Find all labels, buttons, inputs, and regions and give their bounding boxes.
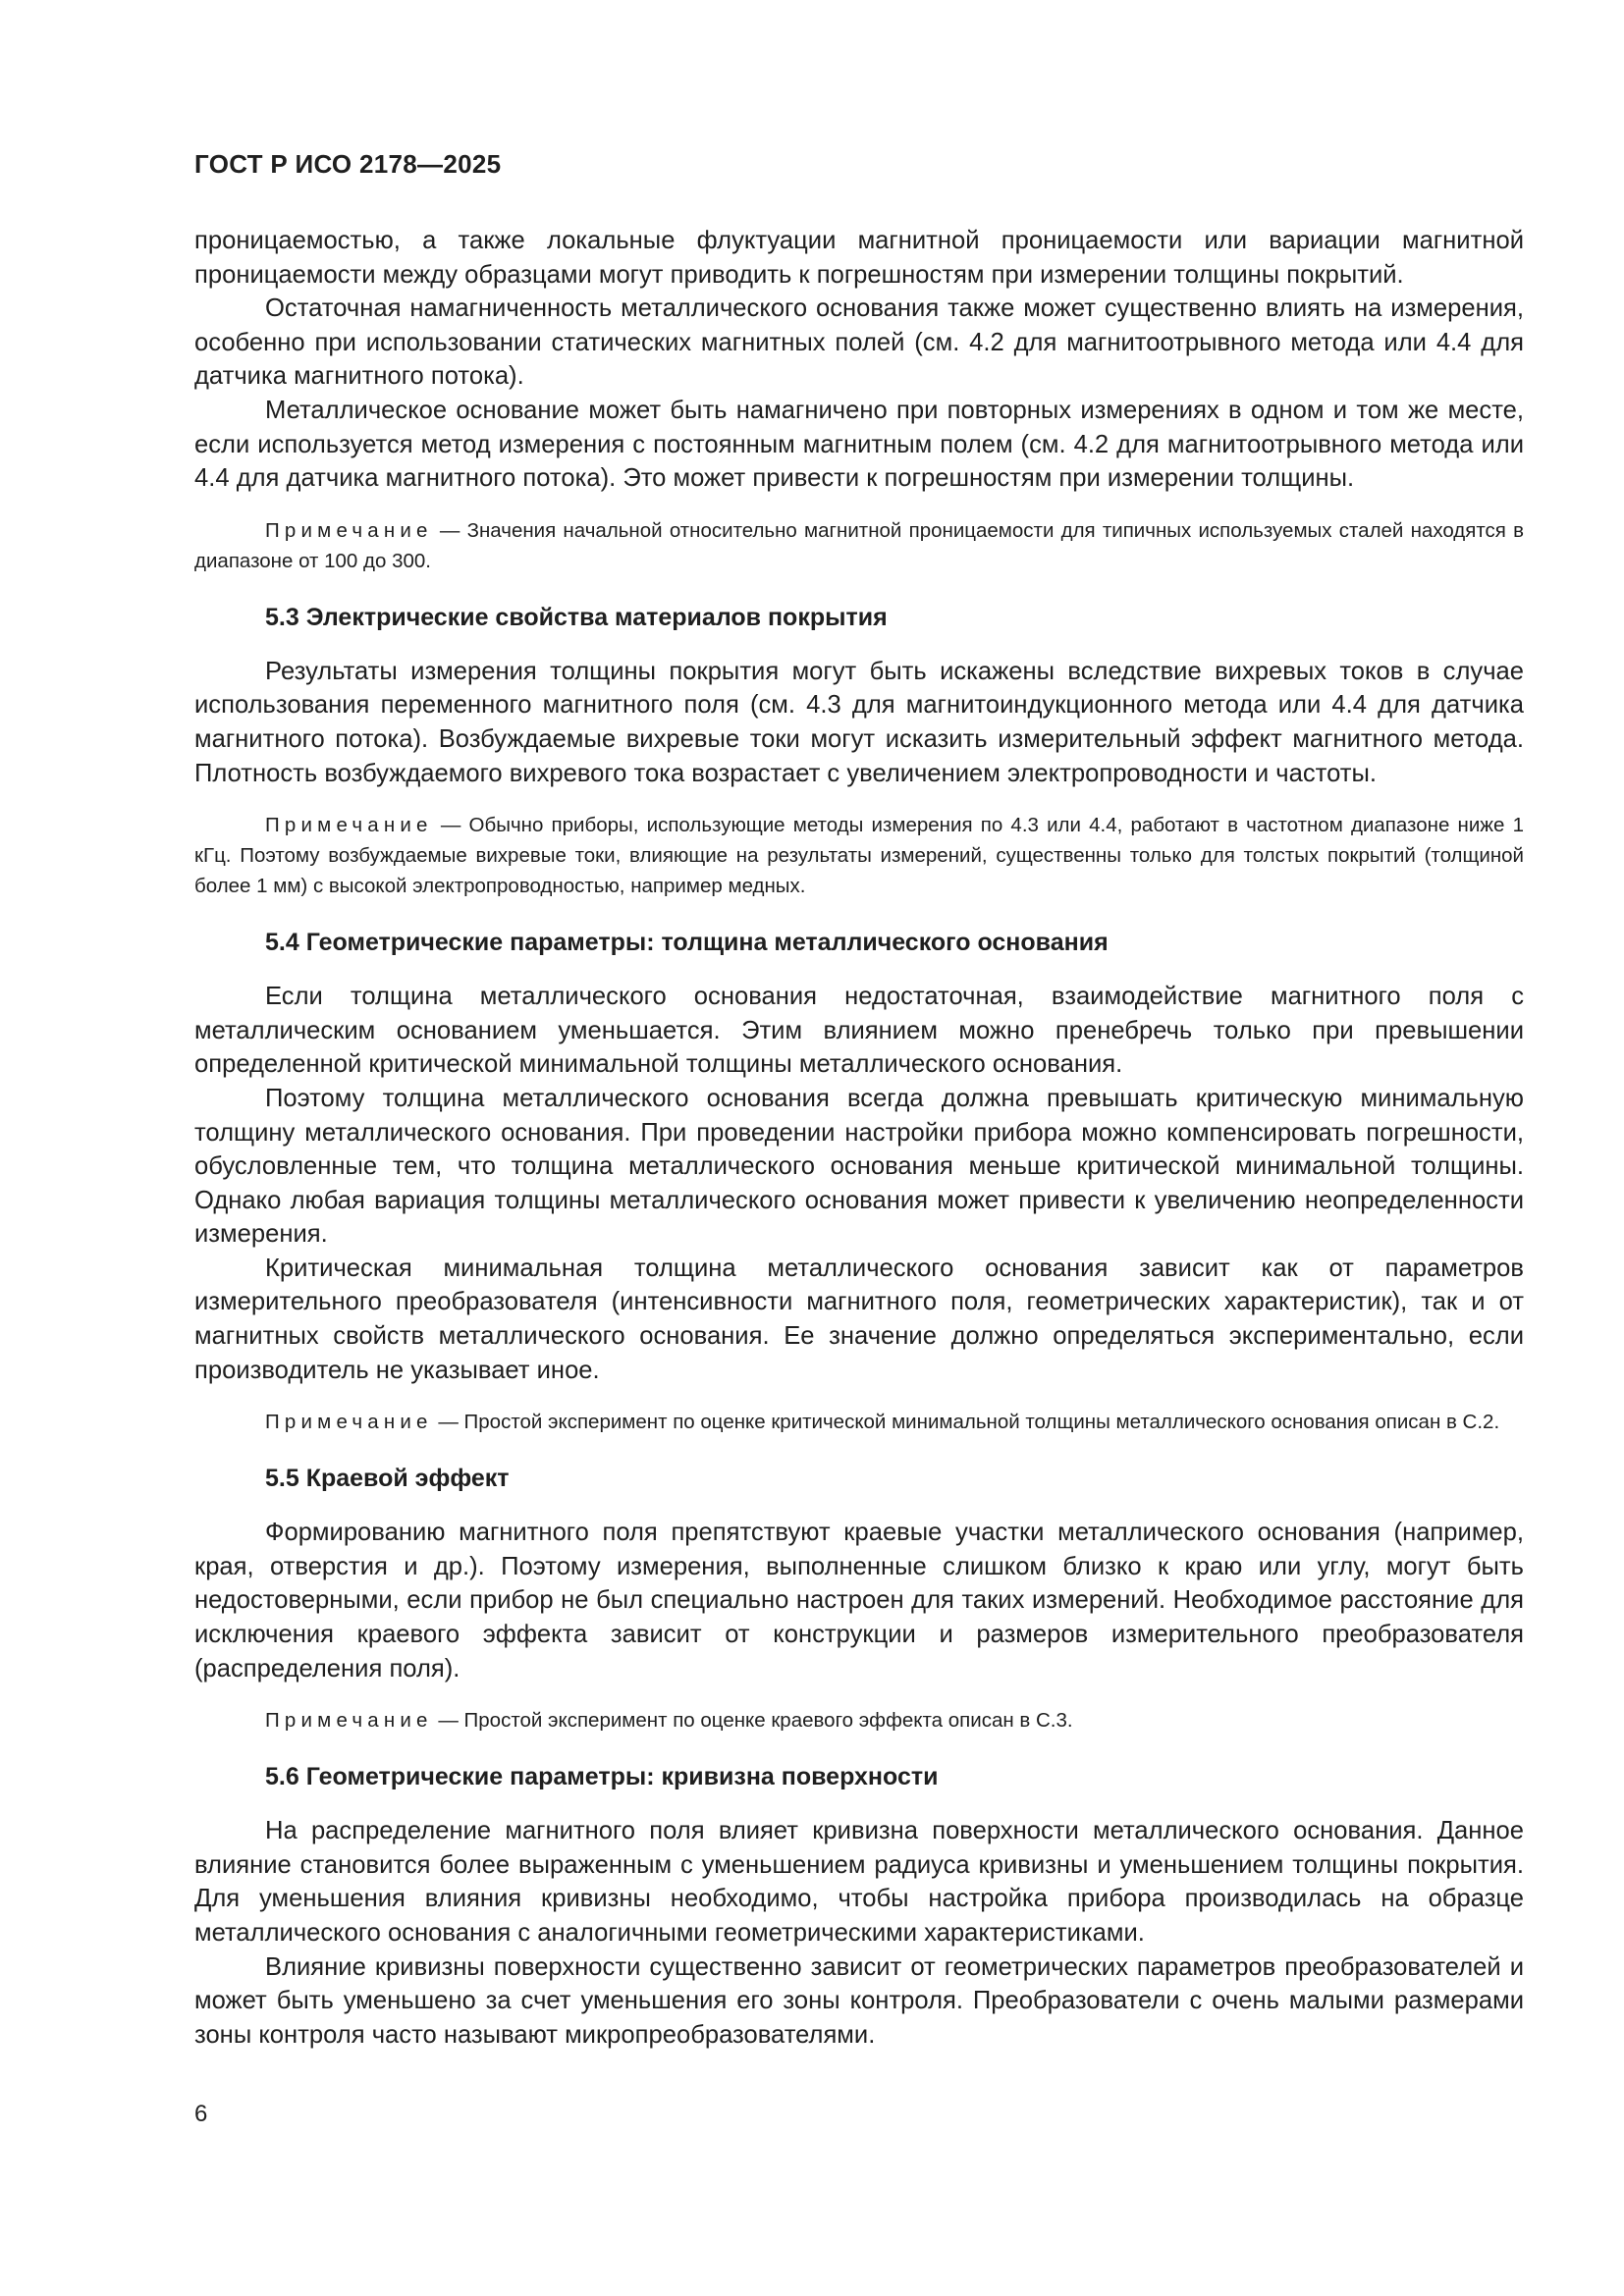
note-label: Примечание — [265, 1709, 433, 1733]
paragraph: Остаточная намагниченность металлического основания также может существенно влиять на измерения, особенно при использовании статических магнитных полей (см. 4.2 для магнитоотрывного метода или 4.4 для датчика магнитного потока). — [194, 294, 1524, 391]
note-text: — Обычно приборы, использующие методы измерения по 4.3 или 4.4, работают в частотном диапазоне ниже 1 кГц. Поэтому возбуждаемые вихревые токи, влияющие на результаты измерений, существенны только для толстых покрытий (толщиной более 1 мм) с высокой электропроводностью, например медных. — [194, 814, 1524, 898]
paragraph: Если толщина металлического основания недостаточная, взаимодействие магнитного поля с металлическим основанием уменьшается. Этим влиянием можно пренебречь только при превышении определенной критической минимальной толщины металлического основания. — [194, 983, 1524, 1079]
note — [194, 1407, 1524, 1437]
paragraph: Результаты измерения толщины покрытия могут быть искажены вследствие вихревых токов в случае использования переменного магнитного поля (см. 4.3 для магнитоиндукционного метода или 4.4 для датчика магнитного потока). Возбуждаемые вихревые токи могут исказить измерительный эффект магнитного метода. Плотность возбуждаемого вихревого тока возрастает с увеличением электропроводности и частоты. — [194, 657, 1524, 787]
body-text — [194, 224, 1524, 2052]
paragraph: Влияние кривизны поверхности существенно зависит от геометрических параметров преобразователей и может быть уменьшено за счет уменьшения его зоны контроля. Преобразователи с очень малыми размерами зоны контроля часто называют микропреобразователями. — [194, 1952, 1524, 2049]
document-header: ГОСТ Р ИСО 2178—2025 — [194, 149, 502, 179]
paragraph: Поэтому толщина металлического основания всегда должна превышать критическую минимальную толщину металлического основания. При проведении настройки прибора можно компенсировать погрешности, обусловленные тем, что толщина металлического основания меньше критической минимальной толщины. Однако любая вариация толщины металлического основания может привести к увеличению неопределенности измерения. — [194, 1084, 1524, 1249]
paragraph: Металлическое основание может быть намагничено при повторных измерениях в одном и том же месте, если используется метод измерения с постоянным магнитным полем (см. 4.2 для магнитоотрывного метода или 4.4 для датчика магнитного потока). Это может привести к погрешностям при измерении толщины. — [194, 396, 1524, 493]
page-number: 6 — [194, 2101, 208, 2127]
paragraph: На распределение магнитного поля влияет кривизна поверхности металлического основания. Данное влияние становится более выраженным с уменьшением радиуса кривизны и уменьшением толщины покрытия. Для уменьшения влияния кривизны необходимо, чтобы настройка прибора производилась на образце металлического основания с аналогичными геометрическими характеристиками. — [194, 1817, 1524, 1947]
note-label: Примечание — [265, 814, 433, 837]
note-text: — Простой эксперимент по оценке критической минимальной толщины металлического основания описан в С.2. — [432, 1411, 1500, 1434]
note — [194, 1705, 1524, 1735]
section-heading-5-6: 5.6 Геометрические параметры: кривизна поверхности — [265, 1763, 939, 1791]
note — [194, 810, 1524, 901]
paragraph: Критическая минимальная толщина металлического основания зависит как от параметров измерительного преобразователя (интенсивности магнитного поля, геометрических характеристик), так и от магнитных свойств металлического основания. Ее значение должно определяться экспериментально, если производитель не указывает иное. — [194, 1254, 1524, 1384]
note-text: — Простой эксперимент по оценке краевого эффекта описан в С.3. — [432, 1709, 1073, 1733]
paragraph: проницаемостью, а также локальные флуктуации магнитной проницаемости или вариации магнитной проницаемости между образцами могут приводить к погрешностям при измерении толщины покрытий. — [194, 227, 1524, 289]
section-heading-5-4: 5.4 Геометрические параметры: толщина металлического основания — [265, 929, 1109, 957]
note-label: Примечание — [265, 518, 433, 542]
note-text: — Значения начальной относительно магнитной проницаемости для типичных используемых сталей находятся в диапазоне от 100 до 300. — [194, 518, 1524, 572]
note-label: Примечание — [265, 1411, 433, 1434]
paragraph: Формированию магнитного поля препятствуют краевые участки металлического основания (например, края, отверстия и др.). Поэтому измерения, выполненные слишком близко к краю или углу, могут быть недостоверными, если прибор не был специально настроен для таких измерений. Необходимое расстояние для исключения краевого эффекта зависит от конструкции и размеров измерительного преобразователя (распределения поля). — [194, 1519, 1524, 1682]
section-heading-5-5: 5.5 Краевой эффект — [265, 1465, 510, 1493]
section-heading-5-3: 5.3 Электрические свойства материалов покрытия — [265, 603, 888, 631]
note — [194, 515, 1524, 576]
